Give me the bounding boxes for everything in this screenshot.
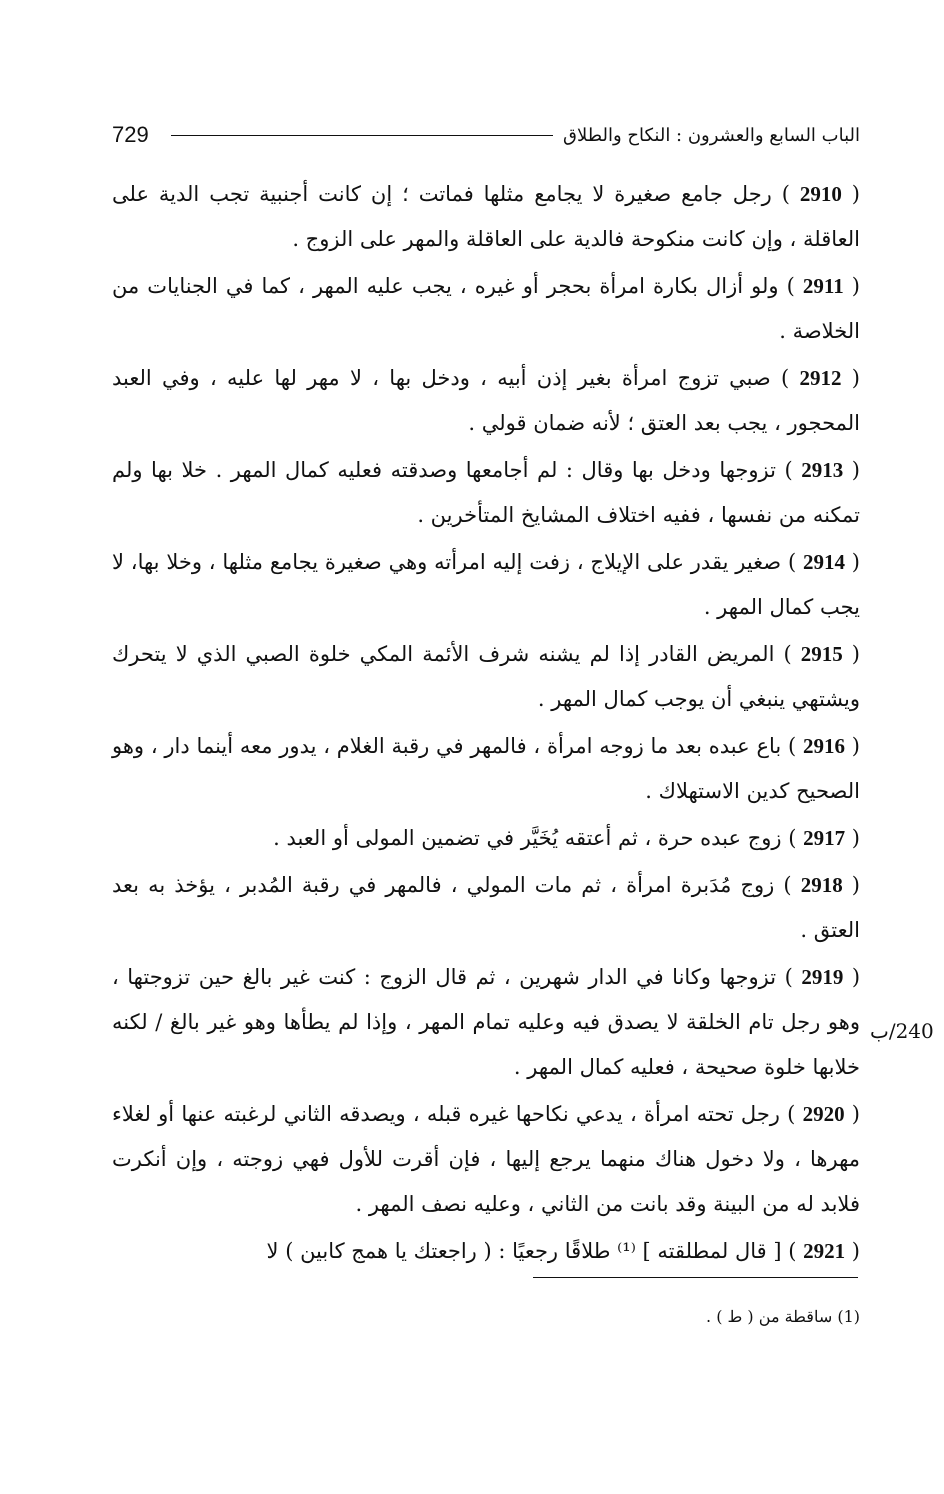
entry-number: 2910 [799, 182, 842, 206]
footnote-divider [533, 1277, 858, 1278]
paragraph: ( 2913 ) تزوجها ودخل بها وقال : لم أجامعها وصدقته فعليه كمال المهر . خلا بها ولم تمكنه من نفسها ، ففيه اختلاف المشايخ المتأخرين . [112, 458, 860, 527]
paragraph: ( 2917 ) زوج عبده حرة ، ثم أعتقه يُخَيَّر في تضمين المولى أو العبد . [273, 826, 860, 850]
page-header [112, 118, 860, 152]
entry-number: 2914 [802, 550, 845, 574]
entry-text: [ قال لمطلقته ] ⁽¹⁾ طلاقًا رجعيًا : ( راجعتك يا همج كابين ) لا [266, 1239, 782, 1263]
entry-text: رجل جامع صغيرة لا يجامع مثلها فماتت ؛ إن كانت أجنبية تجب الدية على العاقلة ، وإن كانت منكوحة فالدية على العاقلة والمهر على الزوج . [112, 182, 860, 251]
paragraph: ( 2921 ) [ قال لمطلقته ] ⁽¹⁾ طلاقًا رجعيًا : ( راجعتك يا همج كابين ) لا [266, 1239, 860, 1263]
entry-number: 2911 [802, 274, 844, 298]
entry-number: 2918 [800, 873, 843, 897]
entry-number: 2917 [803, 826, 846, 850]
footnote: (1) ساقطة من ( ط ) . [706, 1307, 860, 1326]
paragraph: ( 2914 ) صغير يقدر على الإيلاج ، زفت إليه امرأته وهي صغيرة يجامع مثلها ، وخلا بها، لا يجب كمال المهر . [112, 550, 860, 619]
paragraph: ( 2918 ) زوج مُدَبرة امرأة ، ثم مات المولي ، فالمهر في رقبة المُدبر ، يؤخذ به بعد العتق . [112, 873, 861, 942]
entry-text: رجل تحته امرأة ، يدعي نكاحها غيره قبله ، ويصدقه الثاني لرغبته عنها أو لغلاء مهرها ، ولا دخول هناك منهما يرجع إليها ، فإن أقرت للأول فهي زوجته ، وإن أنكرت فلابد له من البينة وقد بانت من الثاني ، وعليه نصف المهر . [112, 1102, 860, 1216]
entry-text: باع عبده بعد ما زوجه امرأة ، فالمهر في رقبة الغلام ، يدور معه أينما دار ، وهو الصحيح كدين الاستهلاك . [112, 734, 860, 803]
paragraph: ( 2912 ) صبي تزوج امرأة بغير إذن أبيه ، ودخل بها ، لا مهر لها عليه ، وفي العبد المحجور ، يجب بعد العتق ؛ لأنه ضمان قولي . [112, 366, 860, 435]
paragraph: ( 2919 ) تزوجها وكانا في الدار شهرين ، ثم قال الزوج : كنت غير بالغ حين تزوجتها ، وهو رجل تام الخلقة لا يصدق فيه وعليه تمام المهر ، وإذا لم يطأها وهو غير بالغ / لكنه خلابها خلوة صحيحة ، فعليه كمال المهر . [112, 965, 861, 1079]
main-text [112, 172, 860, 1274]
page-number: 729 [112, 122, 149, 147]
entry-number: 2913 [801, 458, 844, 482]
paragraph: ( 2911 ) ولو أزال بكارة امرأة بحجر أو غيره ، يجب عليه المهر ، كما في الجنايات من الخلاصة . [112, 274, 860, 343]
entry-text: المريض القادر إذا لم يشنه شرف الأئمة المكي خلوة الصبي الذي لا يتحرك ويشتهي ينبغي أن يوجب كمال المهر . [112, 642, 860, 711]
entry-text: زوج مُدَبرة امرأة ، ثم مات المولي ، فالمهر في رقبة المُدبر ، يؤخذ به بعد العتق . [112, 873, 860, 942]
running-title: الباب السابع والعشرون : النكاح والطلاق [562, 124, 860, 146]
paragraph: ( 2910 ) رجل جامع صغيرة لا يجامع مثلها فماتت ؛ إن كانت أجنبية تجب الدية على العاقلة ، وإن كانت منكوحة فالدية على العاقلة والمهر على الزوج . [112, 182, 860, 251]
entry-number: 2921 [803, 1239, 846, 1263]
paragraph: ( 2920 ) رجل تحته امرأة ، يدعي نكاحها غيره قبله ، ويصدقه الثاني لرغبته عنها أو لغلاء مهرها ، ولا دخول هناك منهما يرجع إليها ، فإن أقرت للأول فهي زوجته ، وإن أنكرت فلابد له من البينة وقد بانت من الثاني ، وعليه نصف المهر . [112, 1102, 860, 1216]
entry-number: 2915 [800, 642, 843, 666]
entry-text: زوج عبده حرة ، ثم أعتقه يُخَيَّر في تضمين المولى أو العبد . [273, 826, 782, 850]
paragraph: ( 2916 ) باع عبده بعد ما زوجه امرأة ، فالمهر في رقبة الغلام ، يدور معه أينما دار ، وهو الصحيح كدين الاستهلاك . [112, 734, 860, 803]
entry-number: 2916 [803, 734, 845, 758]
entry-text: ولو أزال بكارة امرأة بحجر أو غيره ، يجب عليه المهر ، كما في الجنايات من الخلاصة . [112, 274, 860, 343]
entry-text: صبي تزوج امرأة بغير إذن أبيه ، ودخل بها ، لا مهر لها عليه ، وفي العبد المحجور ، يجب بعد العتق ؛ لأنه ضمان قولي . [112, 366, 860, 435]
paragraph: ( 2915 ) المريض القادر إذا لم يشنه شرف الأئمة المكي خلوة الصبي الذي لا يتحرك ويشتهي ينبغي أن يوجب كمال المهر . [112, 642, 860, 711]
entry-text: صغير يقدر على الإيلاج ، زفت إليه امرأته وهي صغيرة يجامع مثلها ، وخلا بها، لا يجب كمال المهر . [112, 550, 860, 619]
entry-number: 2919 [801, 965, 844, 989]
entry-text: تزوجها وكانا في الدار شهرين ، ثم قال الزوج : كنت غير بالغ حين تزوجتها ، وهو رجل تام الخلقة لا يصدق فيه وعليه تمام المهر ، وإذا لم يطأها وهو غير بالغ / لكنه خلابها خلوة صحيحة ، فعليه كمال المهر . [112, 965, 860, 1079]
entry-text: تزوجها ودخل بها وقال : لم أجامعها وصدقته فعليه كمال المهر . خلا بها ولم تمكنه من نفسها ، ففيه اختلاف المشايخ المتأخرين . [112, 458, 860, 527]
header-rule [171, 135, 553, 136]
entry-number: 2920 [802, 1102, 845, 1126]
margin-folio-reference: 240/ب [870, 1019, 934, 1043]
entry-number: 2912 [799, 366, 842, 390]
